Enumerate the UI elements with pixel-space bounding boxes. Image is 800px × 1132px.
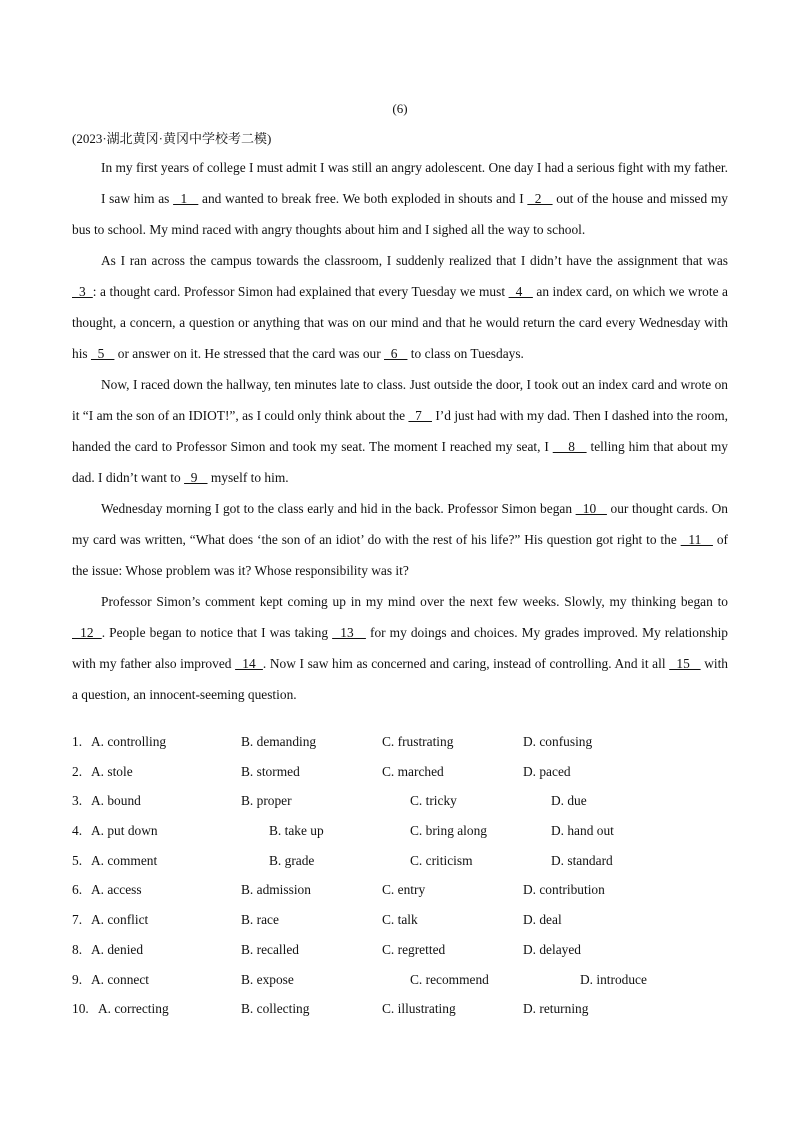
source-note: (2023·湖北黄冈·黄冈中学校考二模) bbox=[72, 131, 272, 146]
option-d: D. contribution bbox=[523, 882, 605, 898]
paragraph-text: our thought cards. On my card was written, “What does ‘the son of an idiot’ do with the rest of his life?” His question got right to the bbox=[72, 501, 728, 547]
paragraph-text: Now, I raced down the hallway, ten minutes late to class. Just outside the door, I took out an index card and wrote on it “I am the son of an IDIOT!”, as I could only think about the bbox=[72, 377, 728, 423]
blank-7: 7 bbox=[408, 408, 432, 423]
question-number: 7. bbox=[72, 912, 83, 928]
blank-5: 5 bbox=[90, 346, 115, 361]
paragraph-5 bbox=[72, 493, 728, 586]
option-c: C. recommend bbox=[410, 971, 489, 987]
question-number: 6. bbox=[72, 882, 83, 898]
option-d: D. introduce bbox=[580, 971, 647, 987]
question-number: 4. bbox=[72, 823, 83, 839]
option-a: A. correcting bbox=[98, 1001, 169, 1017]
option-c: C. frustrating bbox=[382, 734, 454, 749]
option-b: B. proper bbox=[241, 793, 292, 809]
question-row bbox=[72, 882, 728, 912]
option-a: A. controlling bbox=[91, 734, 167, 749]
option-b: B. race bbox=[241, 912, 279, 928]
paragraph-text: telling him that about my dad. I didn’t want to bbox=[72, 439, 728, 485]
paragraph-4 bbox=[72, 369, 728, 493]
option-c: C. regretted bbox=[382, 941, 446, 957]
question-row bbox=[72, 1001, 728, 1031]
option-d: D. paced bbox=[523, 763, 571, 779]
blank-3: 3 bbox=[72, 284, 93, 299]
option-d: D. standard bbox=[551, 852, 613, 868]
paragraph-1 bbox=[72, 152, 728, 183]
option-d: D. delayed bbox=[523, 941, 582, 957]
paragraph-text: I saw him as bbox=[101, 191, 174, 206]
paragraph-text: As I ran across the campus towards the classroom, I suddenly realized that I didn’t have the assignment that was bbox=[101, 253, 728, 268]
paragraph-text: of the issue: Whose problem was it? Whose responsibility was it? bbox=[72, 532, 728, 578]
option-c: C. marched bbox=[382, 763, 444, 779]
option-c: C. entry bbox=[382, 882, 426, 898]
option-b: B. demanding bbox=[241, 734, 317, 749]
question-row bbox=[72, 734, 728, 764]
paragraph-2 bbox=[72, 183, 728, 245]
blank-1: 1 bbox=[173, 191, 199, 206]
paragraph-text: an index card, on which we wrote a thought, a concern, a question or anything that was on our mind and that he would return the card every Wednesday with his bbox=[72, 284, 728, 361]
paragraph-text: and wanted to break free. We both exploded in shouts and I bbox=[198, 191, 528, 206]
paragraph-text: to class on Tuesdays. bbox=[407, 346, 524, 361]
paragraph-3 bbox=[72, 245, 728, 369]
option-b: B. grade bbox=[269, 852, 315, 868]
question-number: 5. bbox=[72, 852, 83, 868]
question-row bbox=[72, 972, 728, 1002]
option-a: A. connect bbox=[91, 971, 150, 987]
paragraph-text: with a question, an innocent-seeming question. bbox=[72, 656, 729, 702]
question-row bbox=[72, 912, 728, 942]
paragraph-text: Wednesday morning I got to the class early and hid in the back. Professor Simon began bbox=[101, 501, 576, 516]
option-b: B. collecting bbox=[241, 1001, 310, 1017]
option-d: D. returning bbox=[523, 1001, 589, 1017]
option-c: C. bring along bbox=[410, 823, 487, 839]
option-d: D. deal bbox=[523, 912, 562, 928]
option-b: B. stormed bbox=[241, 763, 300, 779]
option-b: B. take up bbox=[269, 823, 324, 839]
option-a: A. stole bbox=[91, 763, 133, 779]
question-number: 2. bbox=[72, 763, 83, 779]
paragraph-6 bbox=[72, 586, 728, 710]
option-b: B. expose bbox=[241, 971, 294, 987]
paragraph-text: In my first years of college I must admit I was still an angry adolescent. One day I had a serious fight with my father. bbox=[101, 160, 728, 175]
paragraph-text: for my doings and choices. My grades improved. My relationship with my father also improved bbox=[72, 625, 728, 671]
paragraph-text: I’d just had with my dad. Then I dashed into the room, handed the card to Professor Simon and took my seat. The moment I reached my seat, I bbox=[72, 408, 728, 454]
option-b: B. recalled bbox=[241, 941, 299, 957]
cloze-passage bbox=[72, 152, 728, 710]
blank-15: 15 bbox=[669, 656, 701, 671]
blank-13: 13 bbox=[332, 625, 366, 640]
option-c: C. tricky bbox=[410, 793, 457, 809]
question-number: 10. bbox=[72, 1001, 89, 1017]
section-number: (6) bbox=[392, 101, 408, 116]
blank-12: 12 bbox=[72, 625, 102, 640]
option-a: A. put down bbox=[91, 823, 158, 839]
option-c: C. criticism bbox=[410, 852, 473, 868]
question-number: 1. bbox=[72, 734, 83, 749]
option-c: C. talk bbox=[382, 912, 418, 928]
option-b: B. admission bbox=[241, 882, 311, 898]
answer-options bbox=[72, 734, 728, 1031]
paragraph-text: out of the house and missed my bus to school. My mind raced with angry thoughts about him and I sighed all the way to school. bbox=[72, 191, 729, 237]
question-row bbox=[72, 942, 728, 972]
question-number: 8. bbox=[72, 941, 83, 957]
option-d: D. confusing bbox=[523, 734, 593, 749]
blank-6: 6 bbox=[384, 346, 408, 361]
blank-9: 9 bbox=[184, 470, 208, 485]
blank-14: 14 bbox=[235, 656, 263, 671]
paragraph-text: Professor Simon’s comment kept coming up in my mind over the next few weeks. Slowly, my thinking began to bbox=[101, 594, 728, 609]
option-c: C. illustrating bbox=[382, 1001, 456, 1017]
paragraph-text: . People began to notice that I was taking bbox=[101, 625, 333, 640]
question-row bbox=[72, 823, 728, 853]
question-number: 9. bbox=[72, 971, 83, 987]
paragraph-text: : a thought card. Professor Simon had explained that every Tuesday we must bbox=[92, 284, 509, 299]
question-row bbox=[72, 793, 728, 823]
blank-10: 10 bbox=[575, 501, 607, 516]
blank-2: 2 bbox=[527, 191, 553, 206]
option-a: A. access bbox=[91, 882, 142, 898]
option-a: A. conflict bbox=[91, 912, 149, 928]
paragraph-text: myself to him. bbox=[207, 470, 289, 485]
question-row bbox=[72, 764, 728, 794]
option-d: D. due bbox=[551, 793, 587, 809]
paragraph-text: . Now I saw him as concerned and caring, instead of controlling. And it all bbox=[262, 656, 670, 671]
option-a: A. comment bbox=[91, 852, 158, 868]
question-row bbox=[72, 853, 728, 883]
blank-8: 8 bbox=[552, 439, 587, 454]
paragraph-text: or answer on it. He stressed that the card was our bbox=[114, 346, 385, 361]
option-a: A. denied bbox=[91, 941, 144, 957]
option-d: D. hand out bbox=[551, 823, 614, 839]
blank-4: 4 bbox=[508, 284, 533, 299]
blank-11: 11 bbox=[680, 532, 713, 547]
question-number: 3. bbox=[72, 793, 83, 809]
option-a: A. bound bbox=[91, 793, 141, 809]
